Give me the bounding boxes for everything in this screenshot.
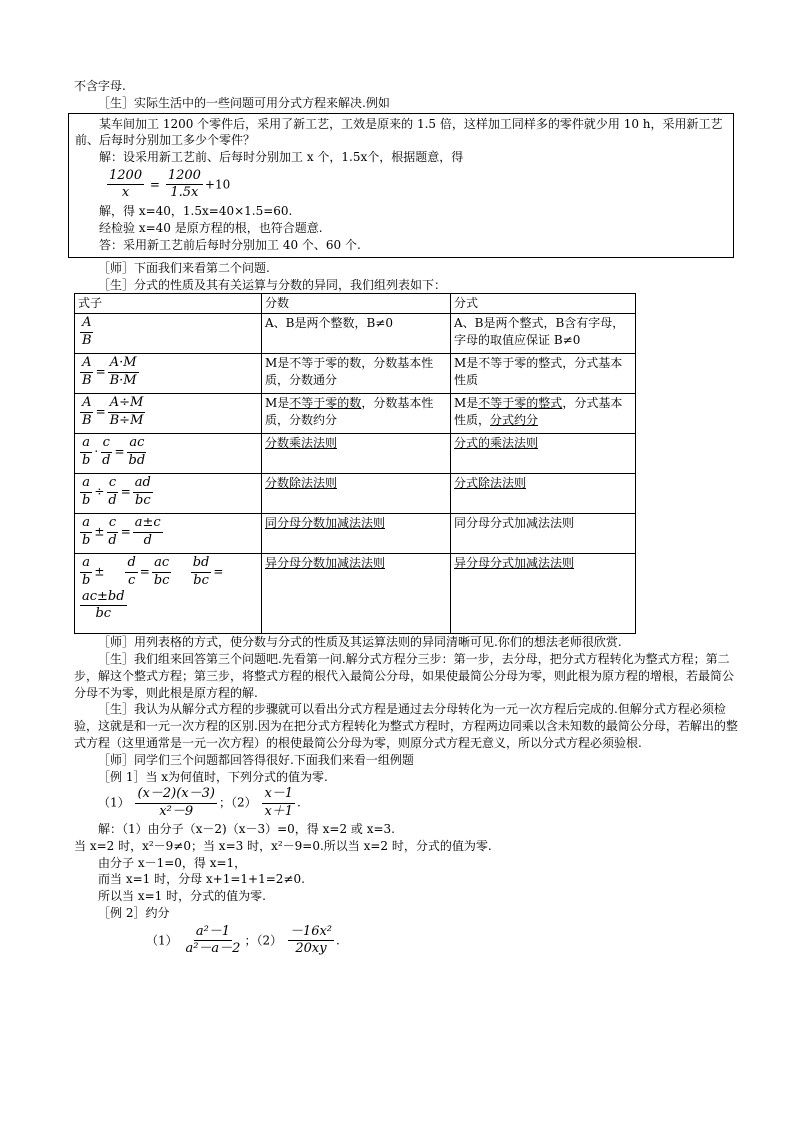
teacher-remark-1: ［师］下面我们来看第二个问题. bbox=[98, 260, 270, 275]
example1-sol-3: 由分子 x－1=0，得 x=1， bbox=[98, 855, 247, 870]
expr-cell-5: $\frac{a}{b}$ ÷ $\frac{c}{d}$ = $\frac{ad}{bc}$ bbox=[75, 474, 262, 514]
student-remark-1: ［生］实际生活中的一些问题可用分式方程来解决.例如 bbox=[98, 95, 390, 110]
example1-sol-1: 解：（1）由分子（x－2)（x－3）=0，得 x=2 或 x=3. bbox=[98, 821, 395, 836]
rational-cell-4: 分式的乘法法则 bbox=[451, 434, 636, 474]
example1-fraction-2: $\frac{x-1}{x+1}$ bbox=[264, 786, 294, 819]
table-row bbox=[75, 554, 636, 634]
student-remark-4: ［生］我认为从解分式方程的步骤就可以看出分式方程是通过去分母转化为一元一次方程后完成的.但解分式方程必须检验，这就是和一元一次方程的区别.因为在把分式方程转化为整式方程时，方程两边同乘以含未知数的最简公分母，若解出的整式方程（这里通常是一元一次方程）的根使最简公分母为零，则原分式方程无意义，所以分式方程必须验根. bbox=[74, 702, 738, 751]
header-fraction: 分数 bbox=[262, 294, 451, 314]
table-row bbox=[75, 354, 636, 394]
header-rational: 分式 bbox=[451, 294, 636, 314]
example1-sol-2: 当 x=2 时，x²－9≠0；当 x=3 时，x²－9=0.所以当 x=2 时，分式的值为零. bbox=[74, 838, 492, 853]
table-row bbox=[75, 394, 636, 434]
eq-tail: +10 bbox=[204, 177, 231, 192]
example1-problems: （1） $\frac{(x-2)(x-3)}{\text{x²－9}}$ ；（2） $\frac{x-1}{x+1}$ . bbox=[98, 786, 301, 819]
student-remark-2: ［生］分式的性质及其有关运算与分数的异同，我们组列表如下： bbox=[98, 277, 447, 292]
example2-title: ［例 2］约分 bbox=[98, 905, 170, 920]
expr-cell-2: $\frac{A}{B}$ = $\frac{A\cdot M}{B\cdot M}$ bbox=[75, 354, 262, 394]
example1-sol-5: 所以当 x=1 时，分式的值为零. bbox=[98, 889, 266, 904]
fraction-cell-7: 异分母分数加减法法则 bbox=[262, 554, 451, 634]
intro-line: 不含字母. bbox=[74, 79, 126, 93]
expr-cell-3: $\frac{A}{B}$ = $\frac{A\div M}{B\div M}$ bbox=[75, 394, 262, 434]
table-row bbox=[75, 514, 636, 554]
rational-cell-1: A、B是两个整式，B含有字母，字母的取值应保证 B≠0 bbox=[451, 314, 636, 354]
box-equation: $\frac{1200}{x}$ = $\frac{1200}{1.5x}$ +10 bbox=[109, 167, 231, 201]
box-answer: 答：采用新工艺前后每时分别加工 40 个、60 个. bbox=[99, 238, 361, 253]
fraction-cell-2: M是不等于零的数，分数基本性质，分数通分 bbox=[262, 354, 451, 394]
comparison-table bbox=[74, 293, 636, 634]
rational-cell-2: M是不等于零的整式，分式基本性质 bbox=[451, 354, 636, 394]
rational-cell-3: M是不等于零的整式，分式基本性质，分式约分 bbox=[451, 394, 636, 434]
fraction-cell-6: 同分母分数加减法法则 bbox=[262, 514, 451, 554]
example1-sol-4: 而当 x=1 时，分母 x+1=1+1=2≠0. bbox=[98, 872, 305, 887]
fraction-cell-5: 分数除法法则 bbox=[262, 474, 451, 514]
fraction-cell-3: M是不等于零的数，分数基本性质，分数约分 bbox=[262, 394, 451, 434]
box-check: 经检验 x=40 是原方程的根，也符合题意. bbox=[99, 221, 323, 236]
table-row bbox=[75, 434, 636, 474]
rational-cell-7: 异分母分式加减法法则 bbox=[451, 554, 636, 634]
table-header-row bbox=[75, 294, 636, 314]
example-box bbox=[68, 113, 734, 258]
header-expr: 式子 bbox=[75, 294, 262, 314]
rational-cell-6: 同分母分式加减法法则 bbox=[451, 514, 636, 554]
expr-cell-6: $\frac{a}{b}$ ± $\frac{c}{d}$ = $\frac{a\pm c}{d}$ bbox=[75, 514, 262, 554]
document-page bbox=[74, 78, 738, 959]
example1-fraction-1: $\frac{(x-2)(x-3)}{\text{x²－9}}$ bbox=[137, 786, 215, 819]
table-row bbox=[75, 474, 636, 514]
fraction-cell-1: A、B是两个整数，B≠0 bbox=[262, 314, 451, 354]
teacher-remark-3: ［师］同学们三个问题都回答得很好.下面我们来看一组例题 bbox=[98, 752, 414, 767]
eq-fraction-1: $\frac{1200}{x}$ bbox=[109, 167, 143, 201]
example2-fraction-1: $\frac{\text{a²－1}}{\text{a²－a－2}}$ bbox=[185, 923, 241, 956]
expr-cell-4: $\frac{a}{b}$ · $\frac{c}{d}$ = $\frac{ac}{bd}$ bbox=[75, 434, 262, 474]
example2-problems: （1） $\frac{\text{a²－1}}{\text{a²－a－2}}$ ；（2） $\frac{\text{－16x²}}{20xy}$ . bbox=[146, 923, 340, 956]
teacher-remark-2: ［师］用列表格的方式，使分数与分式的性质及其运算法则的异同清晰可见.你们的想法老师很欣赏. bbox=[98, 635, 622, 650]
table-row bbox=[75, 314, 636, 354]
rational-cell-5: 分式除法法则 bbox=[451, 474, 636, 514]
box-solution-intro: 解：设采用新工艺前、后每时分别加工 x 个，1.5x个，根据题意，得 bbox=[99, 150, 464, 165]
fraction-cell-4: 分数乘法法则 bbox=[262, 434, 451, 474]
eq-fraction-2: $\frac{1200}{1.5x}$ bbox=[167, 167, 201, 201]
student-remark-3: ［生］我们组来回答第三个问题吧.先看第一问.解分式方程分三步：第一步，去分母，把分式方程转化为整式方程；第二步，解这个整式方程；第三步，将整式方程的根代入最简公分母，如果使最简公分母为零，则此根为原方程的增根，若最简公分母不为零，则此根是原方程的解. bbox=[74, 652, 735, 700]
box-result: 解，得 x=40，1.5x=40×1.5=60. bbox=[99, 204, 293, 219]
expr-cell-7: $\frac{a}{b}$ ± $\frac{d}{c}$ = $\frac{ac}{bc}$ $\frac{bd}{bc}$ = $\frac{ac\pm bd}{bc}$ bbox=[75, 554, 262, 634]
example2-fraction-2: $\frac{\text{－16x²}}{20xy}$ bbox=[289, 923, 333, 956]
example1-title: ［例 1］当 x为何值时，下列分式的值为零. bbox=[98, 769, 328, 784]
box-problem: 某车间加工 1200 个零件后，采用了新工艺，工效是原来的 1.5 倍，这样加工同样多的零件就少用 10 h，采用新工艺前、后每时分别加工多少个零件？ bbox=[75, 116, 723, 148]
expr-cell-1: $\frac{A}{B}$ bbox=[75, 314, 262, 354]
